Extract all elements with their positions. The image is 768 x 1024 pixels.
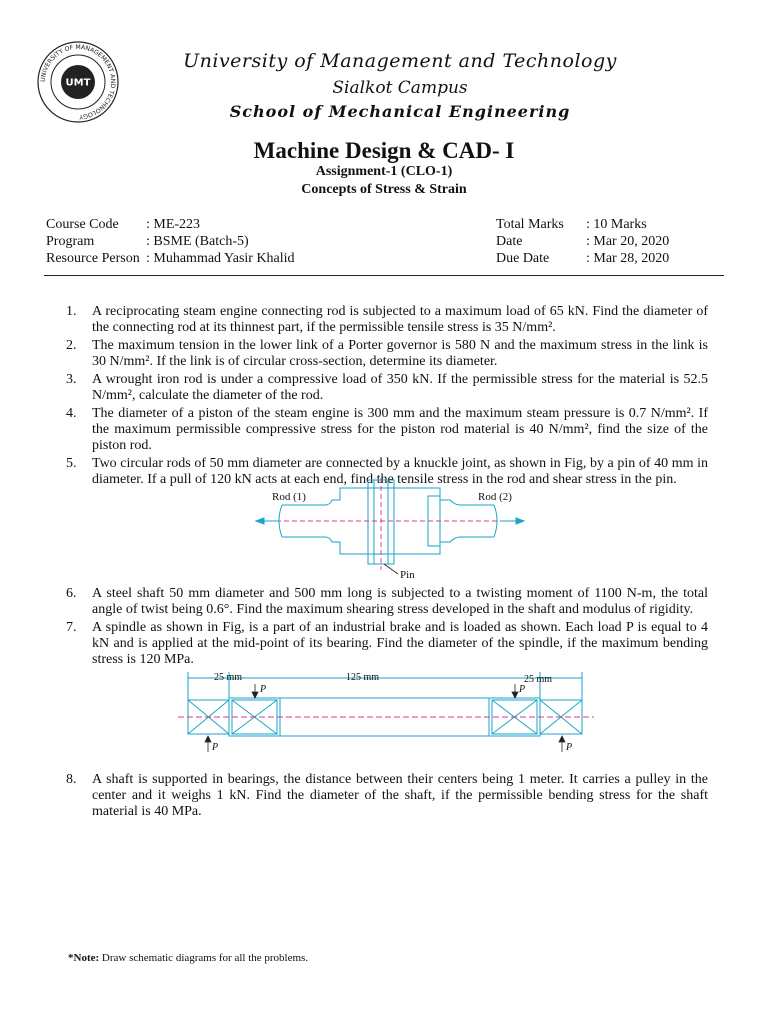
question-6: 6. A steel shaft 50 mm diameter and 500 mm long is subjected to a twisting moment of 1100 N-m, the total angle of twist being 0.6°. Find the maximum shearing stress developed in the shaft and modulus of rigidity. [66,586,708,617]
question-8: 8. A shaft is supported in bearings, the distance between their centers being 1 meter. It carries a pulley in the center and it weighs 1 kN. Find the diameter of the shaft, if the permissible bending stress for the shaft material is 40 MPa. [66,772,708,819]
dim-right-label: 25 mm [524,674,553,685]
assignment-title: Assignment-1 (CLO-1) [315,164,453,179]
university-logo [36,40,120,124]
campus-name: Sialkot Campus [332,78,468,98]
assignment-topic: Concepts of Stress & Strain [301,182,467,197]
question-1: 1. A reciprocating steam engine connecting rod is subjected to a maximum load of 65 kN. Find the diameter of the connecting rod at its thinnest part, if the permissible tensile stress is 35 N/mm². [66,304,708,335]
meta-row-total-marks: Total Marks : 10 Marks [496,217,647,232]
question-5: 5. Two circular rods of 50 mm diameter are connected by a knuckle joint, as shown in Fig, by a pin of 40 mm in diameter. If a pull of 120 kN acts at each end, find the tensile stress in the rod and shear stress in the pin. [66,456,708,487]
question-4: 4. The diameter of a piston of the steam engine is 300 mm and the maximum steam pressure is 0.7 N/mm². If the maximum permissible compressive stress for the piston rod material is 40 N/mm², find the size of the piston rod. [66,406,708,453]
question-list-c [66,772,708,822]
dim-left-label: 25 mm [214,672,243,683]
logo-ring-text: UNIVERSITY OF MANAGEMENT AND TECHNOLOGY [39,43,117,121]
school-name: School of Mechanical Engineering [229,102,571,121]
question-list-a [66,304,708,490]
course-info-left [46,216,295,267]
logo-abbr: UMT [65,77,91,89]
load-p-bottom-left: P [212,742,219,753]
course-title: Machine Design & CAD- I [253,138,515,163]
load-p-top-right: P [519,684,526,695]
meta-row-resource-person: Resource Person : Muhammad Yasir Khalid [46,251,295,266]
meta-row-program: Program : BSME (Batch-5) [46,234,249,249]
load-p-bottom-right: P [566,742,573,753]
question-list-b [66,586,708,670]
header-divider [44,275,724,276]
question-3: 3. A wrought iron rod is under a compressive load of 350 kN. If the permissible stress for the material is 52.5 N/mm², calculate the diameter of the rod. [66,372,708,403]
rod2-label: Rod (2) [478,491,512,503]
note-label: *Note: [68,952,100,964]
knuckle-joint-figure [250,478,530,586]
university-name: University of Management and Technology [183,50,617,72]
load-p-top-left: P [260,684,267,695]
spindle-figure [176,668,596,762]
meta-row-due-date: Due Date : Mar 28, 2020 [496,251,670,266]
meta-row-course-code: Course Code : ME-223 [46,217,201,232]
meta-row-date: Date : Mar 20, 2020 [496,234,670,249]
pin-label: Pin [400,569,415,581]
footer-note [68,952,308,964]
question-2: 2. The maximum tension in the lower link of a Porter governor is 580 N and the maximum stress in the link is 30 N/mm². If the link is of circular cross-section, determine its diameter. [66,338,708,369]
question-7: 7. A spindle as shown in Fig, is a part of an industrial brake and is loaded as shown. Each load P is equal to 4 kN and is applied at the mid-point of its bearing. Find the diameter of the spindle, if the maximum bending stress is 120 MPa. [66,620,708,667]
dim-mid-label: 125 mm [346,672,380,683]
rod1-label: Rod (1) [272,491,306,503]
note-text: Draw schematic diagrams for all the problems. [99,952,309,964]
course-info-right [496,216,669,267]
